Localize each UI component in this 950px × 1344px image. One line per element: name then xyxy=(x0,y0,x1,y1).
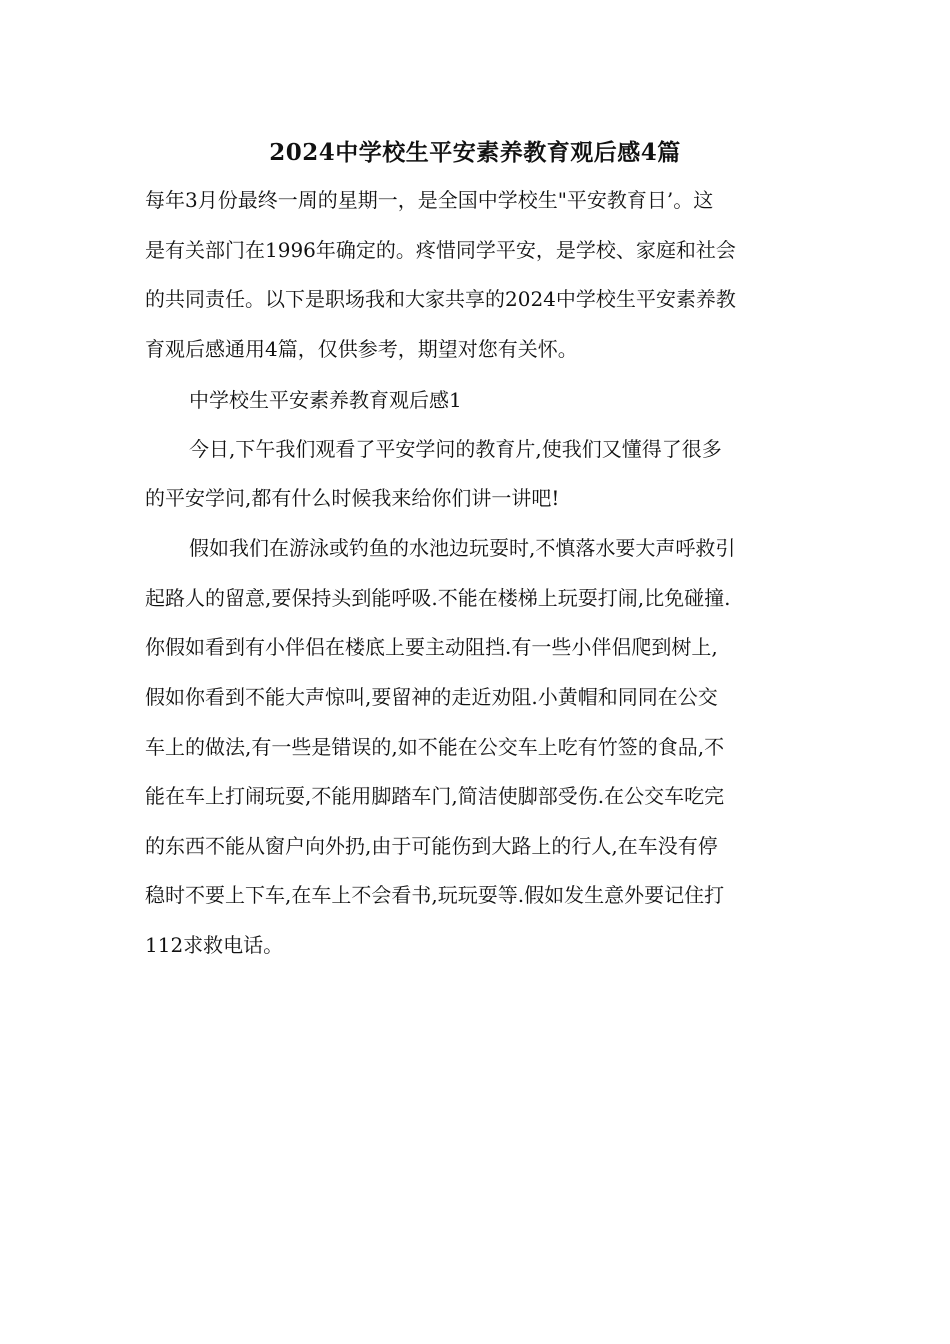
paragraph-line: 今日,下午我们观看了平安学问的教育片,使我们又懂得了很多 xyxy=(189,437,722,461)
paragraph-line: 稳时不要上下车,在车上不会看书,玩玩耍等.假如发生意外要记住打 xyxy=(145,883,725,907)
paragraph-line: 的东西不能从窗户向外扔,由于可能伤到大路上的行人,在车没有停 xyxy=(145,834,718,858)
paragraph-line: 车上的做法,有一些是错误的,如不能在公交车上吃有竹签的食品,不 xyxy=(145,735,725,759)
intro-line: 是有关部门在1996年确定的。疼惜同学平安，是学校、家庭和社会 xyxy=(145,238,736,262)
paragraph-line: 的平安学问,都有什么时候我来给你们讲一讲吧! xyxy=(145,486,560,510)
paragraph-line: 假如我们在游泳或钓鱼的水池边玩耍时,不慎落水要大声呼救引 xyxy=(189,536,736,560)
paragraph-line: 能在车上打闹玩耍,不能用脚踏车门,简洁使脚部受伤.在公交车吃完 xyxy=(145,784,725,808)
section-heading: 中学校生平安素养教育观后感1 xyxy=(189,388,462,412)
paragraph-line: 起路人的留意,要保持头到能呼吸.不能在楼梯上玩耍打闹,比免碰撞. xyxy=(145,586,731,610)
paragraph-line: 假如你看到不能大声惊叫,要留神的走近劝阻.小黄帽和同同在公交 xyxy=(145,685,718,709)
paragraph-line: 112求救电话。 xyxy=(145,933,284,957)
intro-line: 每年3月份最终一周的星期一，是全国中学校生"平安教育日’。这 xyxy=(145,188,714,212)
paragraph-line: 你假如看到有小伴侣在楼底上要主动阻挡.有一些小伴侣爬到树上, xyxy=(145,635,718,659)
intro-line: 的共同责任。以下是职场我和大家共享的2024中学校生平安素养教 xyxy=(145,287,736,311)
intro-line: 育观后感通用4篇，仅供参考，期望对您有关怀。 xyxy=(145,337,578,361)
document-title: 2024中学校生平安素养教育观后感4篇 xyxy=(269,139,681,166)
